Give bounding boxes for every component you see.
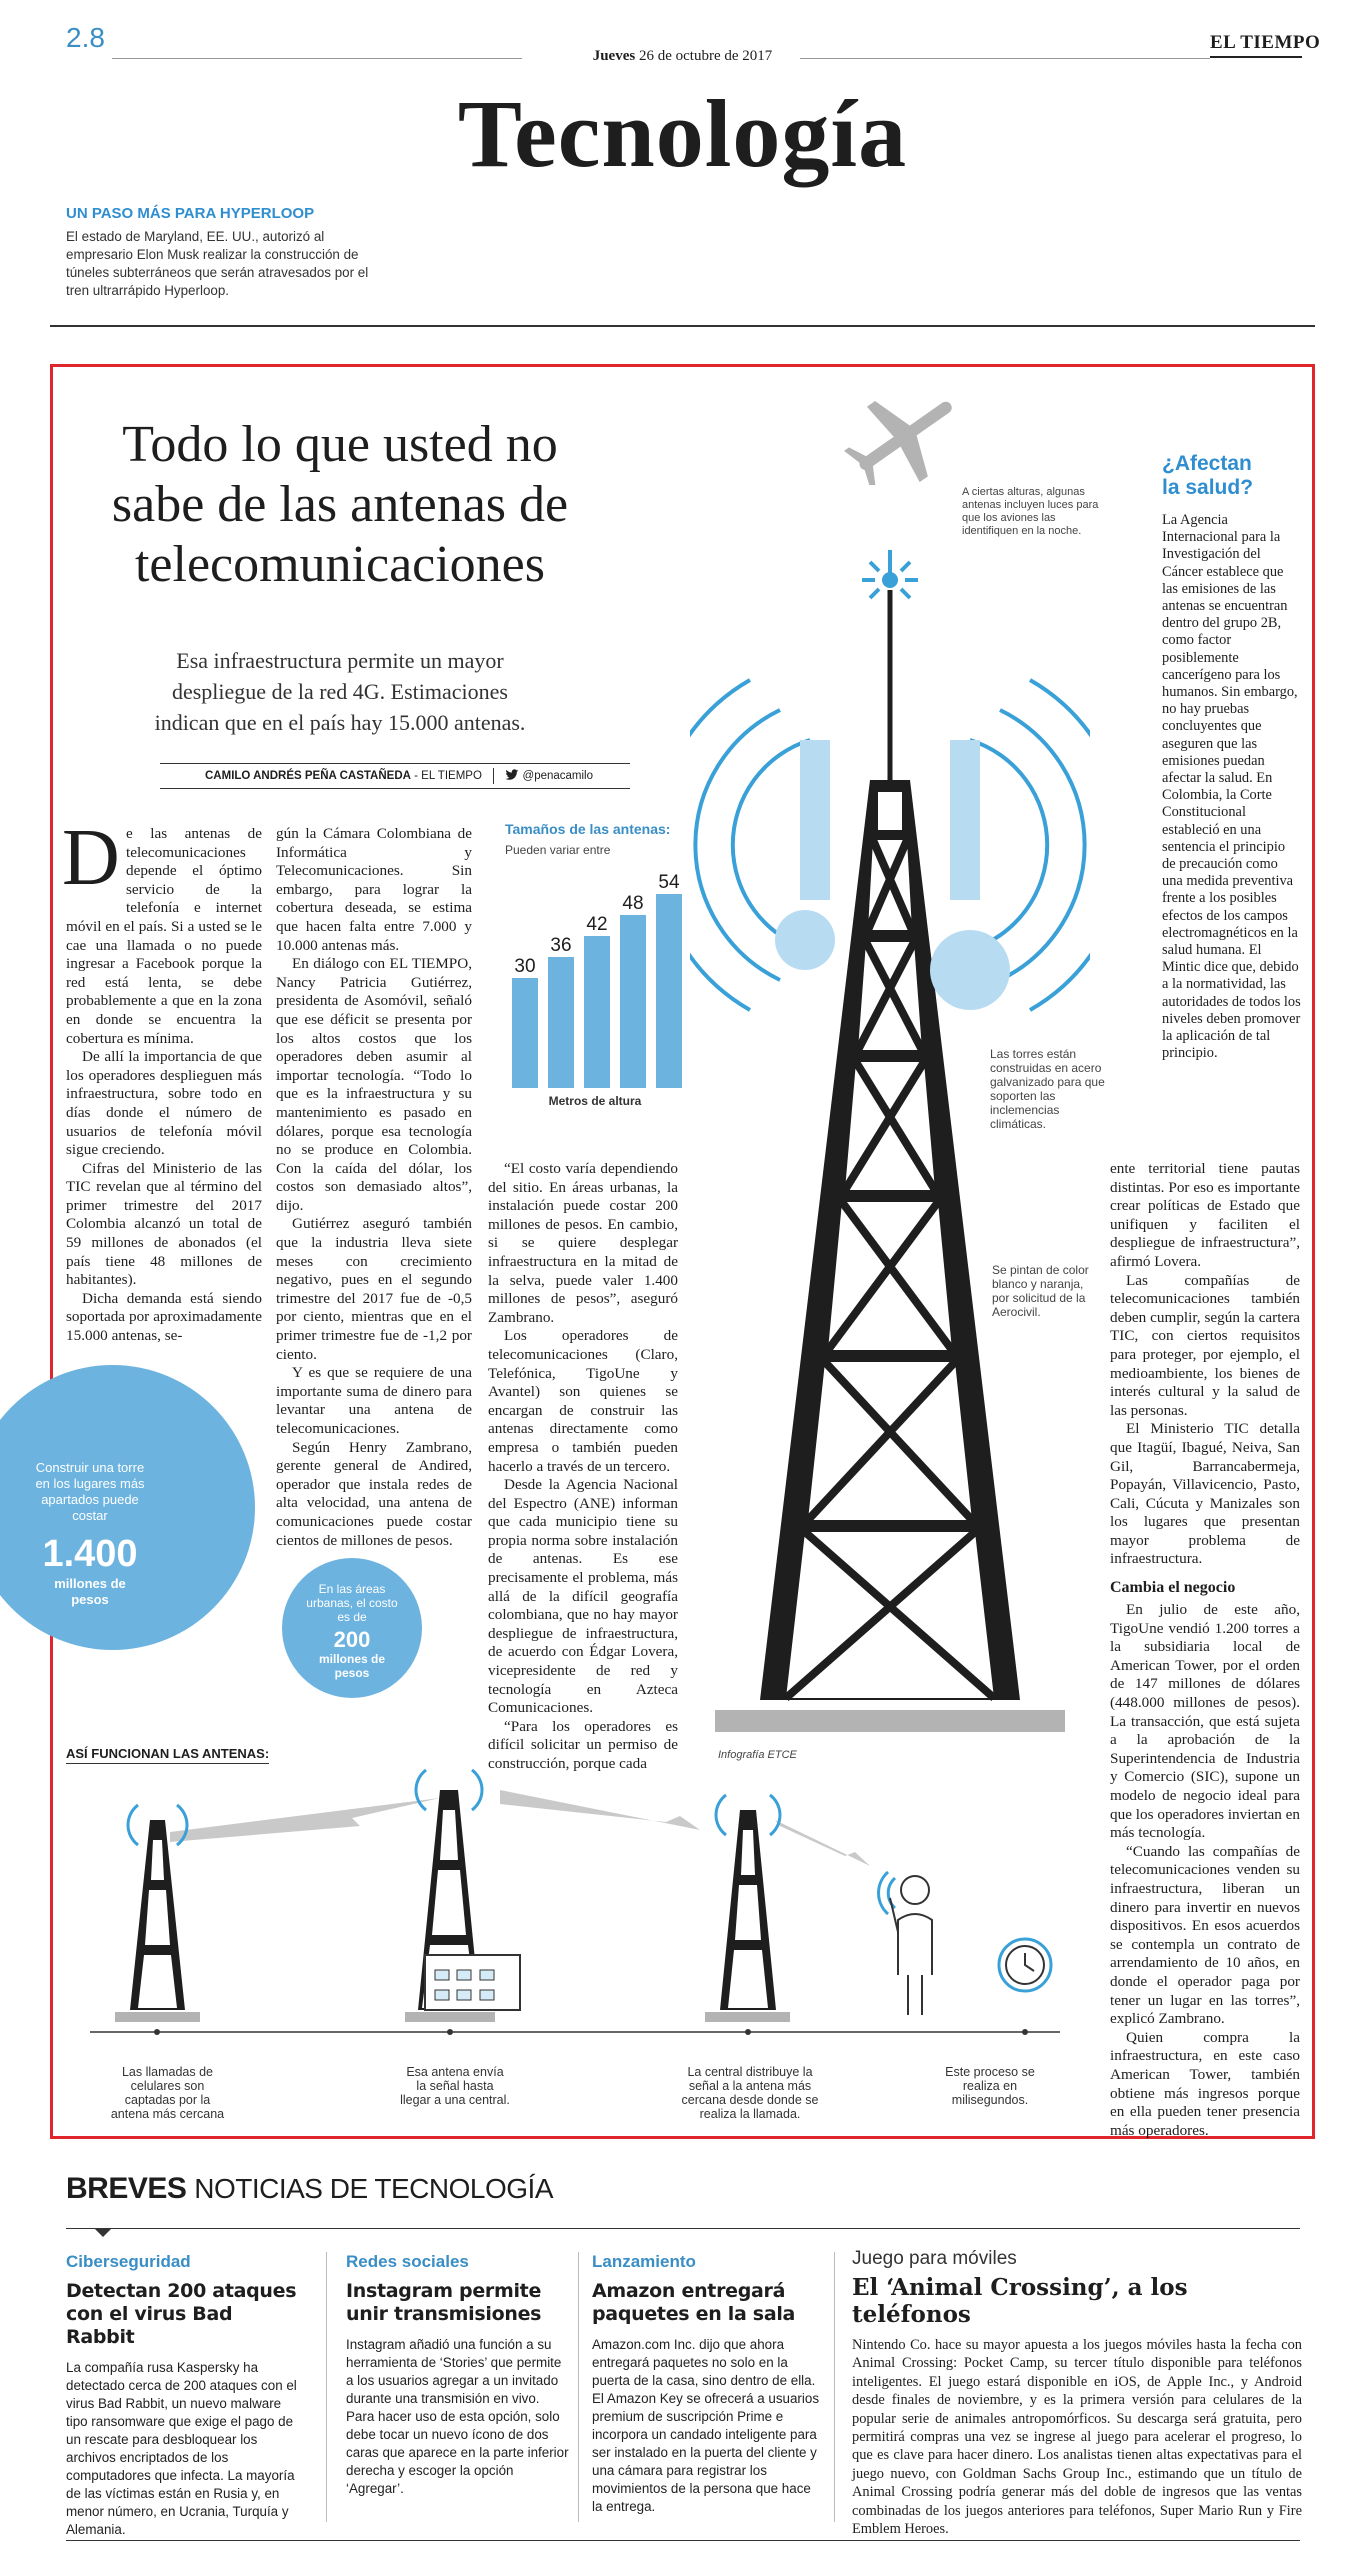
chart-title: Tamaños de las antenas: [505, 821, 671, 837]
chart-data-label: 42 [586, 914, 608, 935]
col1-p1: e las antenas de telecomunicaciones depende el óptimo servicio de la telefonía e internet móvil en el país. Si a usted se le cae una llamada o no puede ingresar a Facebook porque la red está lenta, se debe probablemente a que en la zona en donde se encuentra la cobertura es mínima. [66, 825, 262, 1047]
col1-p2: De allí la importancia de que los operadores desplieguen más infraestructura, sobre todo en días donde el número de usuarios de telefonía móvil sigue creciendo. [66, 1048, 262, 1159]
chart-data-label: 30 [514, 956, 536, 977]
chart-bar [584, 936, 610, 1088]
chart-bar [512, 978, 538, 1088]
body-col-4 [1110, 1160, 1300, 2140]
article-headline: Todo lo que usted no sabe de las antenas de telecomunicaciones [111, 416, 569, 593]
bubble-small-text: En las áreas urbanas, el costo es de [306, 1582, 398, 1624]
antenna-size-chart [500, 820, 690, 1120]
breve-3-category: Lanzamiento [592, 2252, 696, 2271]
how-title: ASÍ FUNCIONAN LAS ANTENAS: [66, 1746, 269, 1764]
col1-p4: Dicha demanda está siendo soportada por aproximadamente 15.000 antenas, se- [66, 1289, 262, 1345]
date-day: Jueves [592, 48, 636, 64]
breve-divider-3 [834, 2252, 835, 2522]
feature-kicker: Juego para móviles [852, 2248, 1017, 2269]
note-paint: Se pintan de color blanco y naranja, por solicitud de la Aerocivil. [992, 1263, 1089, 1319]
col2-p3: Gutiérrez aseguró también que la industria lleva siete meses con crecimiento negativo, pues en el segundo trimestre del 2017 fue de -0,5 por ciento, mientras que en el primer trimestre fue de -1,2 por ciento. [276, 1215, 472, 1363]
feature-text: Nintendo Co. hace su mayor apuesta a los juegos móviles hasta la fecha con Animal Crossing: Pocket Camp, su tercer título disponible para teléfonos inteligentes. El juego estará disponible en iOS, de Apple Inc., y Android desde finales de noviembre, y es la primera versión para celulares de la popular serie de animales antropomórficos. Su descarga será gratuita, pero permitirá compras una vez se ingrese al juego para acelerar el progreso, lo que es clave para hacer dinero. Los analistas tienen altas expectativas para el juego nuevo, con Goldman Sachs Group Inc., estimando que un título de Animal Crossing podría generar más del doble de ingresos que las ventas combinadas de los juegos anteriores para teléfonos, Super Mario Run y Fire Emblem Heroes. [852, 2337, 1302, 2538]
breve-launch [592, 2252, 822, 2516]
breves-label-bold: BREVES [66, 2172, 187, 2205]
col1-p3: Cifras del Ministerio de las TIC revelan que al término del primer trimestre del 2017 Colombia alcanzó un total de 59 millones de abonados (el país tiene 48 millones de habitantes). [66, 1159, 262, 1289]
byline-rule-top [160, 763, 630, 764]
bubble-large-text: Construir una torre en los lugares más apartados puede costar [35, 1460, 145, 1523]
header-bottom-rule [50, 325, 1315, 327]
twitter-icon [505, 769, 519, 784]
header-rule-right [800, 58, 1210, 59]
note-lights: A ciertas alturas, algunas antenas incluyen luces para que los aviones las identifiquen en la noche. [962, 486, 1099, 537]
chart-bar [548, 957, 574, 1088]
col2-p4: Y es que se requiere de una importante suma de dinero para levantar una antena de telecomunicaciones. [276, 1364, 472, 1437]
breve-3-text: Amazon.com Inc. dijo que ahora entregará paquetes no solo en la puerta de la casa, sino dentro de ella. El Amazon Key se ofrecerá a usuarios premium de suscripción Prime e incorpora un candado inteligente para ser instalado en la puerta del cliente y una cámara para registrar los movimientos de la persona que hace la entrega. [592, 2337, 820, 2514]
bubble-large-value: 1.400 [42, 1533, 138, 1575]
feature-title: El ‘Animal Crossing’, a los teléfonos [852, 2274, 1188, 2328]
body-col-2 [276, 825, 472, 1550]
col2-p1: gún la Cámara Colombiana de Informática y Telecomunicaciones. Sin embargo, para lograr la cobertura deseada, se estima que hacen falta entre 7.000 y 10.000 antenas más. [276, 825, 472, 954]
byline-author: CAMILO ANDRÉS PEÑA CASTAÑEDA [205, 770, 411, 783]
col3-p3: Desde la Agencia Nacional del Espectro (ANE) informan que cada municipio tiene su propia norma sobre instalación de antenas. Es ese precisamente el problema, más allá de la difícil geografía colombiana, que no hay mayor despliegue de infraestructura, de acuerdo con Édgar Lovera, vicepresidente de red y tecnología en Azteca Comunicaciones. [488, 1476, 678, 1717]
drop-cap: D [62, 814, 120, 902]
page-bottom-rule [66, 2540, 1300, 2541]
col3-p1: “El costo varía dependiendo del sitio. En áreas urbanas, la instalación puede costar 200 millones de pesos. En cambio, si se quiere desplegar infraestructura en la mitad de la selva, puede valer 1.400 millones de pesos”, aseguró Zambrano. [488, 1160, 678, 1326]
chart-xlabel: Metros de altura [548, 1094, 642, 1108]
col4-p3: El Ministerio TIC detalla que Itagüí, Ibagué, Neiva, San Gil, Barrancabermeja, Popayán, Villavicencio, Pasto, Cali, Cúcuta y Manizales son los lugares que presentan mayor problema de infraestructura. [1110, 1420, 1300, 1568]
breves-label [66, 2172, 553, 2206]
brand-logo: EL TIEMPO [1210, 32, 1321, 53]
breve-1-text: La compañía rusa Kaspersky ha detectado cerca de 200 ataques con el virus Bad Rabbit, un nuevo malware tipo ransomware que exige el pago de un rescate para desbloquear los archivos encriptados de los computadores que infecta. La mayoría de las víctimas están en Rusia y, en menor número, en Ucrania, Turquía y Alemania. [66, 2360, 297, 2537]
breve-3-title: Amazon entregará paquetes en la sala [592, 2280, 796, 2325]
chart-data-label: 36 [550, 935, 572, 956]
chart-subtitle: Pueden variar entre [505, 843, 611, 857]
infographic-credit: Infografía ETCE [718, 1749, 797, 1761]
sidebar-health-title: ¿Afectan la salud? [1162, 452, 1254, 499]
step-2: Esa antena envía la señal hasta llegar a una central. [400, 2065, 510, 2107]
step-3: La central distribuye la señal a la antena más cercana desde donde se realiza la llamada. [681, 2065, 819, 2121]
breve-2-text: Instagram añadió una función a su herramienta de ‘Stories’ que permite a los usuarios agregar a un invitado durante una transmisión en vivo. Para hacer uso de esta opción, solo debe tocar un nuevo ícono de dos caras que aparece en la parte inferior derecha y escoger la opción ‘Agregar’. [346, 2337, 569, 2496]
breves-notch [94, 2228, 112, 2237]
cost-bubble-small [282, 1558, 422, 1698]
bubble-small-unit: millones de pesos [318, 1652, 386, 1680]
brand-underline [1210, 56, 1302, 58]
note-steel: Las torres están construidas en acero galvanizado para que soporten las inclemencias climáticas. [990, 1047, 1105, 1131]
col2-p2: En diálogo con EL TIEMPO, Nancy Patricia Gutiérrez, presidenta de Asomóvil, señaló que ese déficit se presenta por los altos costos que los operadores deben asumir al importar tecnología. “Todo lo que es la infraestructura y su mantenimiento es pasado en dólares, porque esa tecnología no se produce en Colombia. Con la caída del dólar, los costos son demasiado altos”, dijo. [276, 955, 472, 1214]
brief-top-text: El estado de Maryland, EE. UU., autorizó al empresario Elon Musk realizar la construcción de túneles subterráneos que serán atravesados por el tren ultrarrápido Hyperloop. [66, 229, 369, 298]
breve-1-title: Detectan 200 ataques con el virus Bad Rabbit [66, 2280, 297, 2348]
breves-label-rest: NOTICIAS DE TECNOLOGÍA [194, 2173, 553, 2204]
chart-bar [620, 915, 646, 1088]
col3-p4: “Para los operadores es difícil solicitar un permiso de construcción, porque cada [488, 1717, 678, 1772]
page-date [0, 48, 1365, 65]
chart-data-label: 48 [622, 893, 644, 914]
breve-1-category: Ciberseguridad [66, 2252, 191, 2271]
page-number: 2.8 [66, 22, 105, 53]
col4-subhead: Cambia el negocio [1110, 1579, 1236, 1597]
breve-divider-2 [578, 2252, 579, 2522]
col4b-p1: En julio de este año, TigoUne vendió 1.200 torres a la subsidiaria local de American Tower, por el orden de 147 millones de dólares (448.000 millones de pesos). La transacción, que está sujeta a la aprobación de la Superintendencia de Industria y Comercio (SIC), supone un modelo de negocio ideal para que los operadores inviertan en más tecnología. [1110, 1601, 1300, 1842]
bubble-small-value: 200 [333, 1627, 371, 1652]
body-col-3 [488, 1160, 678, 1774]
sidebar-health-text: La Agencia Internacional para la Investigación del Cáncer establece que las emisiones de las antenas se encuentran dentro del grupo 2B, como factor posiblemente cancerígeno para los humanos. Sin embargo, no hay pruebas concluyentes que aseguren que las emisiones puedan afectar la salud. En Colombia, la Corte Constitucional estableció en una sentencia el principio de precaución como una medida preventiva frente a los posibles efectos de los campos electromagnéticos en la salud humana. El Mintic dice que, debido a la normatividad, las autoridades de todos los niveles deben promover la aplicación de tal principio. [1162, 512, 1301, 1062]
chart-bar [656, 894, 682, 1088]
col3-p2: Los operadores de telecomunicaciones (Claro, Telefónica, TigoUne y Avantel) son quienes se encargan de construir las antenas directamente como empresa o también pueden hacerlo a través de un tercero. [488, 1327, 678, 1475]
bubble-large-unit: millones de pesos [54, 1576, 126, 1607]
breve-2-title: Instagram permite unir transmisiones [346, 2280, 542, 2325]
how-diagram [60, 1760, 1100, 2040]
section-title: Tecnología [457, 80, 908, 187]
col4b-p3: Quien compra la infraestructura, en este caso American Tower, también obtiene más ingresos porque en ella pueden tener presencia más operadores. [1110, 2028, 1300, 2139]
breve-feature [852, 2248, 1302, 2538]
breves-rule [66, 2228, 1300, 2229]
breve-cyber [66, 2252, 306, 2539]
article-deck: Esa infraestructura permite un mayor despliegue de la red 4G. Estimaciones indican que en el país hay 15.000 antenas. [154, 648, 526, 735]
chart-data-label: 54 [658, 872, 680, 893]
byline-outlet: - EL TIEMPO [414, 770, 482, 783]
twitter-handle: @penacamilo [522, 770, 594, 783]
col2-p5: Según Henry Zambrano, gerente general de Andired, operador que instala redes de alta velocidad, una antena de comunicaciones puede costar cientos de millones de pesos. [276, 1438, 472, 1549]
breve-2-category: Redes sociales [346, 2252, 469, 2271]
airplane-icon [840, 385, 970, 485]
breve-social [346, 2252, 571, 2498]
col4b-p2: “Cuando las compañías de telecomunicaciones venden su infraestructura, liberan un dinero para invertir en nuevos dispositivos. En esos acuerdos se contempla un contrato de arrendamiento de 10 años, en donde el operador paga por tener un lugar en las torres”, explicó Zambrano. [1110, 1842, 1300, 2028]
antenna-tower-illustration [690, 530, 1090, 1750]
col4-p2: Las compañías de telecomunicaciones también deben cumplir, según la cartera TIC, con ciertos requisitos para proteger, por ejemplo, el medioambiente, los bienes de interés cultural y la salud de las personas. [1110, 1271, 1300, 1419]
breve-divider-1 [326, 2252, 327, 2522]
col4-p1: ente territorial tiene pautas distintas. Por eso es importante crear políticas de Estado que unifiquen y faciliten el despliegue de infraestructura”, afirmó Lovera. [1110, 1160, 1300, 1270]
byline [160, 768, 630, 784]
brief-top-title: UN PASO MÁS PARA HYPERLOOP [66, 205, 315, 222]
byline-rule-bottom [160, 788, 630, 789]
step-4: Este proceso se realiza en milisegundos. [945, 2065, 1035, 2107]
body-col-1 [66, 825, 262, 1346]
date-rest: 26 de octubre de 2017 [638, 48, 773, 64]
step-1: Las llamadas de celulares son captadas por la antena más cercana [110, 2065, 225, 2121]
